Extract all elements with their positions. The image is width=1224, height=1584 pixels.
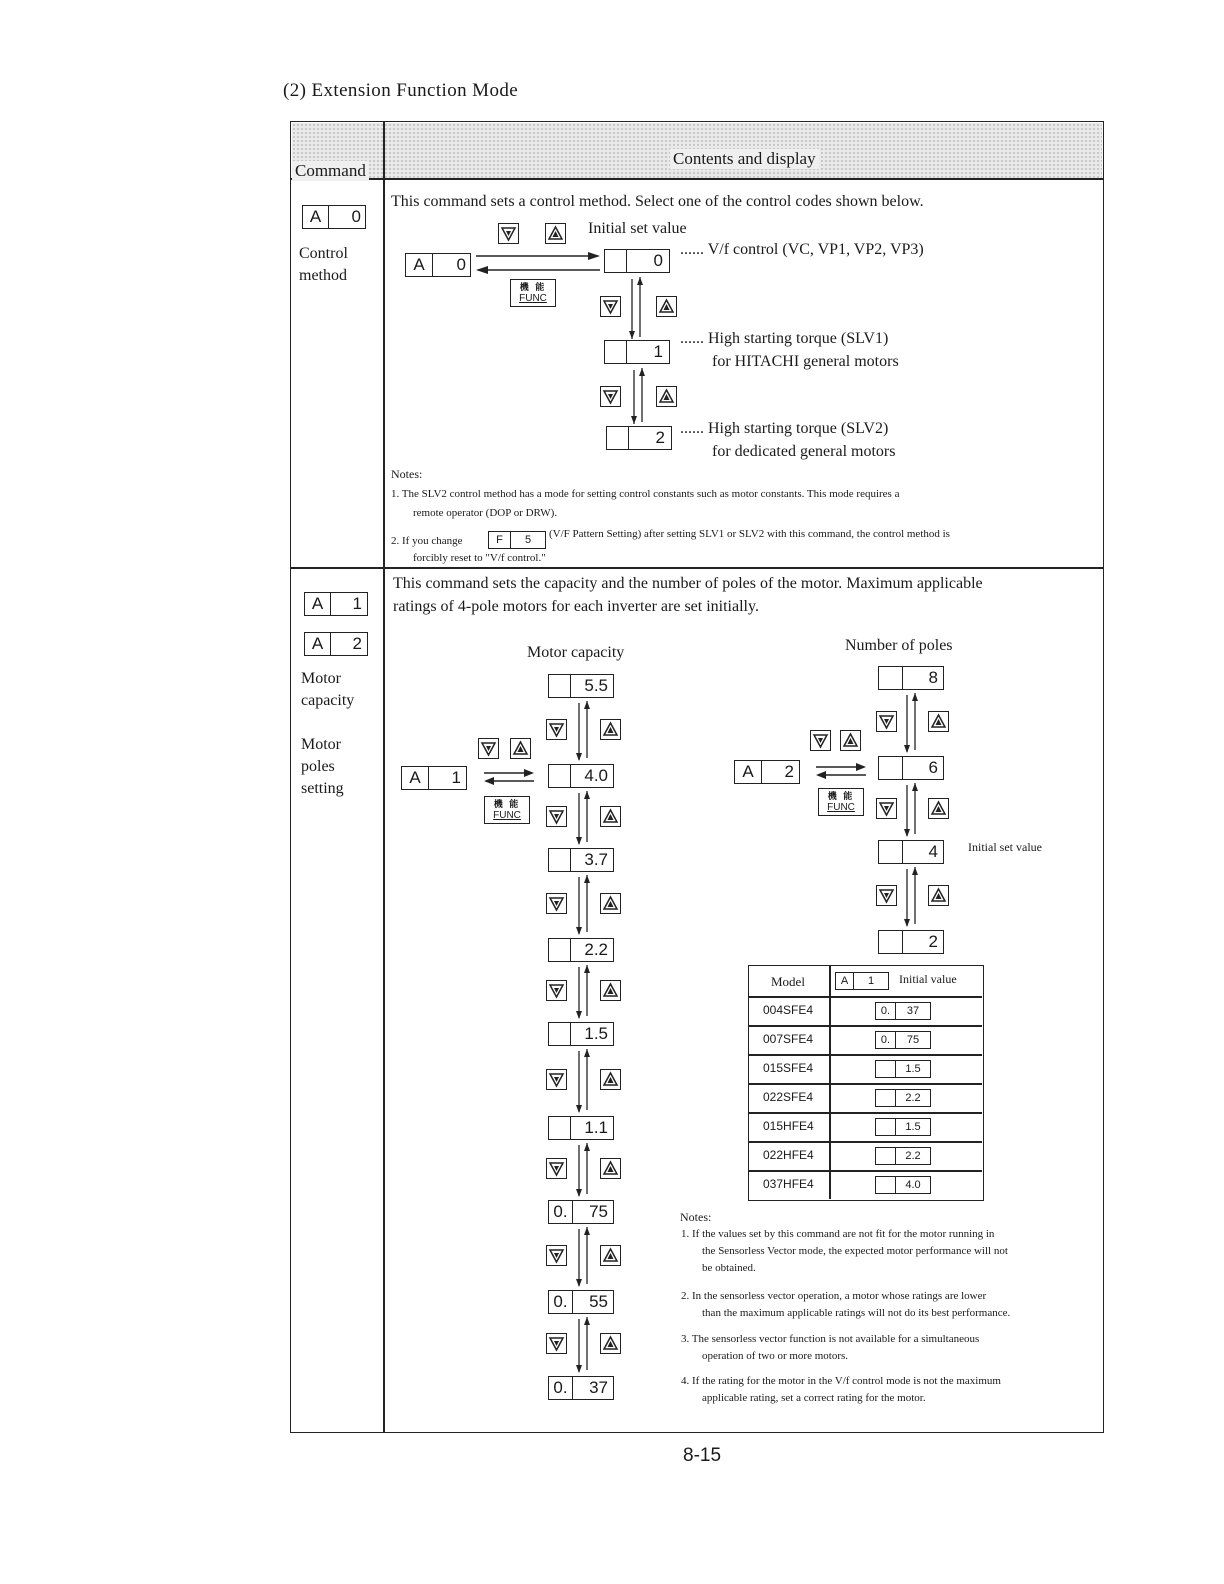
display-prefix bbox=[879, 667, 903, 689]
header-divider bbox=[290, 178, 1104, 180]
display-prefix bbox=[549, 939, 571, 961]
option-display-0 bbox=[604, 249, 670, 273]
option-display-1 bbox=[604, 340, 670, 364]
display-value: 2 bbox=[928, 932, 938, 951]
up-key-icon bbox=[600, 806, 621, 827]
header-contents: Contents and display bbox=[670, 149, 819, 169]
up-key-icon bbox=[840, 730, 861, 751]
up-down-arrow-icon bbox=[575, 700, 591, 762]
down-key-icon bbox=[546, 1333, 567, 1354]
code-letter: A bbox=[303, 206, 329, 228]
display-prefix bbox=[549, 675, 571, 697]
display-prefix bbox=[549, 1117, 571, 1139]
up-down-arrow-icon bbox=[575, 1226, 591, 1288]
display-prefix: 0. bbox=[549, 1201, 573, 1223]
display-prefix: 0. bbox=[549, 1291, 573, 1313]
initial-value-display bbox=[875, 1002, 931, 1020]
double-arrow-icon bbox=[814, 762, 868, 780]
display-value: 1.5 bbox=[905, 1121, 921, 1133]
code-digit: 1 bbox=[867, 975, 875, 987]
page-number: 8-15 bbox=[683, 1445, 722, 1466]
display-value: 37 bbox=[906, 1005, 920, 1017]
capacity-display bbox=[548, 764, 614, 788]
down-key-icon bbox=[546, 1245, 567, 1266]
initial-value-display bbox=[875, 1089, 931, 1107]
command-code-a2 bbox=[304, 632, 368, 656]
command-code-a0 bbox=[302, 205, 366, 229]
display-value: 4.0 bbox=[584, 766, 608, 785]
display-prefix bbox=[549, 849, 571, 871]
model-header-code bbox=[835, 972, 889, 990]
code-letter: A bbox=[402, 767, 429, 789]
func-key-kanji: 機 能 bbox=[827, 791, 855, 801]
display-prefix bbox=[876, 1177, 896, 1193]
note-item-cont: be obtained. bbox=[702, 1262, 756, 1274]
diagram-code-a0 bbox=[405, 253, 471, 277]
option-label-2: for HITACHI general motors bbox=[712, 353, 899, 370]
option-label: ...... High starting torque (SLV1) bbox=[680, 330, 889, 347]
up-key-icon bbox=[928, 885, 949, 906]
func-key-icon bbox=[510, 279, 556, 307]
initial-value-display bbox=[875, 1060, 931, 1078]
note-item-cont: applicable rating, set a correct rating for the motor. bbox=[702, 1392, 926, 1404]
func-key-kanji: 機 能 bbox=[519, 282, 547, 292]
down-key-icon bbox=[876, 798, 897, 819]
capacity-display bbox=[548, 1116, 614, 1140]
down-key-icon bbox=[810, 730, 831, 751]
note-item-cont: the Sensorless Vector mode, the expected motor performance will not bbox=[702, 1245, 1008, 1257]
capacity-display bbox=[548, 674, 614, 698]
capacity-display bbox=[548, 938, 614, 962]
model-table-rule bbox=[749, 1112, 982, 1114]
command-label: Motor bbox=[301, 670, 341, 687]
down-key-icon bbox=[546, 719, 567, 740]
initial-set-value-label: Initial set value bbox=[968, 840, 1042, 854]
display-value: 37 bbox=[589, 1378, 608, 1397]
diagram-code-a2 bbox=[734, 760, 800, 784]
model-name: 015SFE4 bbox=[763, 1061, 814, 1075]
capacity-display bbox=[548, 1022, 614, 1046]
display-value: 2.2 bbox=[905, 1092, 921, 1104]
capacity-display bbox=[548, 1200, 614, 1224]
display-prefix bbox=[879, 931, 903, 953]
display-value: 55 bbox=[589, 1292, 608, 1311]
note-2-cont-2: forcibly reset to "V/f control." bbox=[413, 552, 546, 564]
down-key-icon bbox=[546, 893, 567, 914]
poles-display bbox=[878, 756, 944, 780]
poles-display bbox=[878, 840, 944, 864]
model-name: 007SFE4 bbox=[763, 1032, 814, 1046]
display-value: 1.5 bbox=[905, 1063, 921, 1075]
option-value: 0 bbox=[653, 251, 663, 270]
up-down-arrow-icon bbox=[575, 1316, 591, 1374]
down-key-icon bbox=[600, 296, 621, 317]
display-value: 4.0 bbox=[905, 1179, 921, 1191]
command-code-a1 bbox=[304, 592, 368, 616]
command-label: poles bbox=[301, 758, 335, 775]
command-label: method bbox=[299, 267, 347, 284]
note-item: 2. In the sensorless vector operation, a motor whose ratings are lower bbox=[681, 1290, 987, 1302]
code-digit: 2 bbox=[352, 634, 362, 653]
code-letter: A bbox=[305, 633, 331, 655]
model-header: Model bbox=[771, 974, 805, 989]
code-letter: A bbox=[406, 254, 433, 276]
up-down-arrow-icon bbox=[903, 866, 919, 928]
model-name: 022HFE4 bbox=[763, 1148, 814, 1162]
func-key-label: FUNC bbox=[493, 810, 521, 821]
header-command: Command bbox=[292, 161, 369, 181]
note-item: 3. The sensorless vector function is not available for a simultaneous bbox=[681, 1333, 980, 1345]
blank-cell bbox=[605, 341, 627, 363]
up-down-arrow-icon bbox=[903, 782, 919, 838]
down-key-icon bbox=[498, 223, 519, 244]
note-item: 4. If the rating for the motor in the V/f control mode is not the maximum bbox=[681, 1375, 1001, 1387]
note-code-f5 bbox=[488, 531, 546, 549]
note-2-cont: (V/F Pattern Setting) after setting SLV1 or SLV2 with this command, the control method is bbox=[549, 528, 950, 540]
row-divider bbox=[290, 567, 1104, 569]
notes-title: Notes: bbox=[391, 467, 423, 481]
display-prefix bbox=[879, 841, 903, 863]
display-prefix bbox=[876, 1090, 896, 1106]
up-key-icon bbox=[510, 738, 531, 759]
double-arrow-icon bbox=[474, 250, 604, 280]
poles-heading: Number of poles bbox=[845, 637, 953, 654]
display-value: 75 bbox=[589, 1202, 608, 1221]
display-prefix: 0. bbox=[549, 1377, 573, 1399]
display-prefix: 0. bbox=[876, 1032, 896, 1048]
up-down-arrow-icon bbox=[903, 692, 919, 754]
model-table-rule bbox=[749, 1141, 982, 1143]
up-down-arrow-icon bbox=[575, 964, 591, 1020]
up-key-icon bbox=[928, 711, 949, 732]
column-divider bbox=[383, 121, 385, 1433]
option-label-2: for dedicated general motors bbox=[712, 443, 896, 460]
down-key-icon bbox=[546, 806, 567, 827]
display-prefix bbox=[876, 1119, 896, 1135]
poles-display bbox=[878, 666, 944, 690]
note-2: 2. If you change bbox=[391, 535, 463, 547]
code-letter: A bbox=[735, 761, 762, 783]
blank-cell bbox=[607, 427, 629, 449]
code-digit: 2 bbox=[784, 762, 794, 781]
capacity-display bbox=[548, 1376, 614, 1400]
display-value: 2.2 bbox=[905, 1150, 921, 1162]
initial-header: Initial value bbox=[899, 972, 957, 986]
display-value: 6 bbox=[928, 758, 938, 777]
section-title: (2) Extension Function Mode bbox=[283, 80, 519, 101]
display-value: 4 bbox=[928, 842, 938, 861]
note-item-cont: operation of two or more motors. bbox=[702, 1350, 849, 1362]
code-letter: A bbox=[305, 593, 331, 615]
up-key-icon bbox=[656, 296, 677, 317]
option-label: ...... High starting torque (SLV2) bbox=[680, 420, 889, 437]
row2-description-2: ratings of 4-pole motors for each inverter are set initially. bbox=[393, 598, 759, 615]
code-letter: F bbox=[489, 532, 511, 548]
capacity-display bbox=[548, 848, 614, 872]
code-digit: 1 bbox=[352, 594, 362, 613]
up-key-icon bbox=[600, 1069, 621, 1090]
diagram-code-a1 bbox=[401, 766, 467, 790]
display-value: 1.1 bbox=[584, 1118, 608, 1137]
display-value: 8 bbox=[928, 668, 938, 687]
option-value: 1 bbox=[653, 342, 663, 361]
down-key-icon bbox=[876, 711, 897, 732]
up-key-icon bbox=[600, 980, 621, 1001]
initial-set-value-label: Initial set value bbox=[588, 220, 687, 237]
model-table-rule bbox=[749, 1025, 982, 1027]
func-key-label: FUNC bbox=[827, 802, 855, 813]
display-prefix bbox=[879, 757, 903, 779]
up-down-arrow-icon bbox=[575, 1142, 591, 1198]
initial-value-display bbox=[875, 1176, 931, 1194]
command-label: Motor bbox=[301, 736, 341, 753]
down-key-icon bbox=[546, 1158, 567, 1179]
code-letter: A bbox=[836, 973, 854, 989]
down-key-icon bbox=[876, 885, 897, 906]
func-key-label: FUNC bbox=[519, 293, 547, 304]
model-name: 022SFE4 bbox=[763, 1090, 814, 1104]
up-down-arrow-icon bbox=[628, 275, 644, 341]
initial-value-display bbox=[875, 1031, 931, 1049]
model-table-rule bbox=[749, 1083, 982, 1085]
up-key-icon bbox=[600, 1158, 621, 1179]
note-1-cont: remote operator (DOP or DRW). bbox=[413, 507, 558, 519]
option-display-2 bbox=[606, 426, 672, 450]
up-down-arrow-icon bbox=[575, 874, 591, 936]
display-value: 3.7 bbox=[584, 850, 608, 869]
row1-description: This command sets a control method. Select one of the control codes shown below. bbox=[391, 193, 924, 210]
down-key-icon bbox=[546, 980, 567, 1001]
double-arrow-icon bbox=[482, 768, 536, 786]
display-prefix bbox=[876, 1148, 896, 1164]
up-key-icon bbox=[600, 1333, 621, 1354]
row2-description: This command sets the capacity and the number of poles of the motor. Maximum applicable bbox=[393, 575, 983, 592]
note-1: 1. The SLV2 control method has a mode for setting control constants such as motor constants. This mode requires a bbox=[391, 488, 900, 500]
up-key-icon bbox=[600, 893, 621, 914]
model-table-rule bbox=[749, 1054, 982, 1056]
capacity-display bbox=[548, 1290, 614, 1314]
note-item-cont: than the maximum applicable ratings will not do its best performance. bbox=[702, 1307, 1011, 1319]
down-key-icon bbox=[478, 738, 499, 759]
func-key-icon bbox=[484, 796, 530, 824]
display-value: 1.5 bbox=[584, 1024, 608, 1043]
command-label: capacity bbox=[301, 692, 355, 709]
code-digit: 0 bbox=[456, 255, 466, 274]
blank-cell bbox=[605, 250, 627, 272]
option-label: ...... V/f control (VC, VP1, VP2, VP3) bbox=[680, 241, 924, 258]
display-prefix bbox=[876, 1061, 896, 1077]
option-value: 2 bbox=[655, 428, 665, 447]
code-digit: 5 bbox=[524, 534, 532, 546]
up-key-icon bbox=[545, 223, 566, 244]
code-digit: 1 bbox=[451, 768, 461, 787]
capacity-heading: Motor capacity bbox=[527, 644, 625, 661]
display-value: 75 bbox=[906, 1034, 920, 1046]
model-name: 004SFE4 bbox=[763, 1003, 814, 1017]
poles-display bbox=[878, 930, 944, 954]
command-label: setting bbox=[301, 780, 344, 797]
up-key-icon bbox=[600, 1245, 621, 1266]
func-key-kanji: 機 能 bbox=[493, 799, 521, 809]
display-prefix: 0. bbox=[876, 1003, 896, 1019]
up-key-icon bbox=[600, 719, 621, 740]
down-key-icon bbox=[546, 1069, 567, 1090]
initial-value-display bbox=[875, 1147, 931, 1165]
code-digit: 0 bbox=[351, 207, 361, 226]
display-prefix bbox=[549, 765, 571, 787]
up-down-arrow-icon bbox=[630, 366, 646, 426]
display-prefix bbox=[549, 1023, 571, 1045]
model-table-rule bbox=[749, 996, 982, 998]
model-name: 015HFE4 bbox=[763, 1119, 814, 1133]
model-table-rule bbox=[749, 1170, 982, 1172]
display-value: 5.5 bbox=[584, 676, 608, 695]
model-name: 037HFE4 bbox=[763, 1177, 814, 1191]
down-key-icon bbox=[600, 386, 621, 407]
notes-title: Notes: bbox=[680, 1210, 712, 1224]
func-key-icon bbox=[818, 788, 864, 816]
initial-value-display bbox=[875, 1118, 931, 1136]
up-key-icon bbox=[656, 386, 677, 407]
display-value: 2.2 bbox=[584, 940, 608, 959]
note-item: 1. If the values set by this command are not fit for the motor running in bbox=[681, 1228, 995, 1240]
command-label: Control bbox=[299, 245, 348, 262]
model-table bbox=[748, 965, 984, 1201]
up-down-arrow-icon bbox=[575, 790, 591, 846]
up-key-icon bbox=[928, 798, 949, 819]
up-down-arrow-icon bbox=[575, 1048, 591, 1114]
